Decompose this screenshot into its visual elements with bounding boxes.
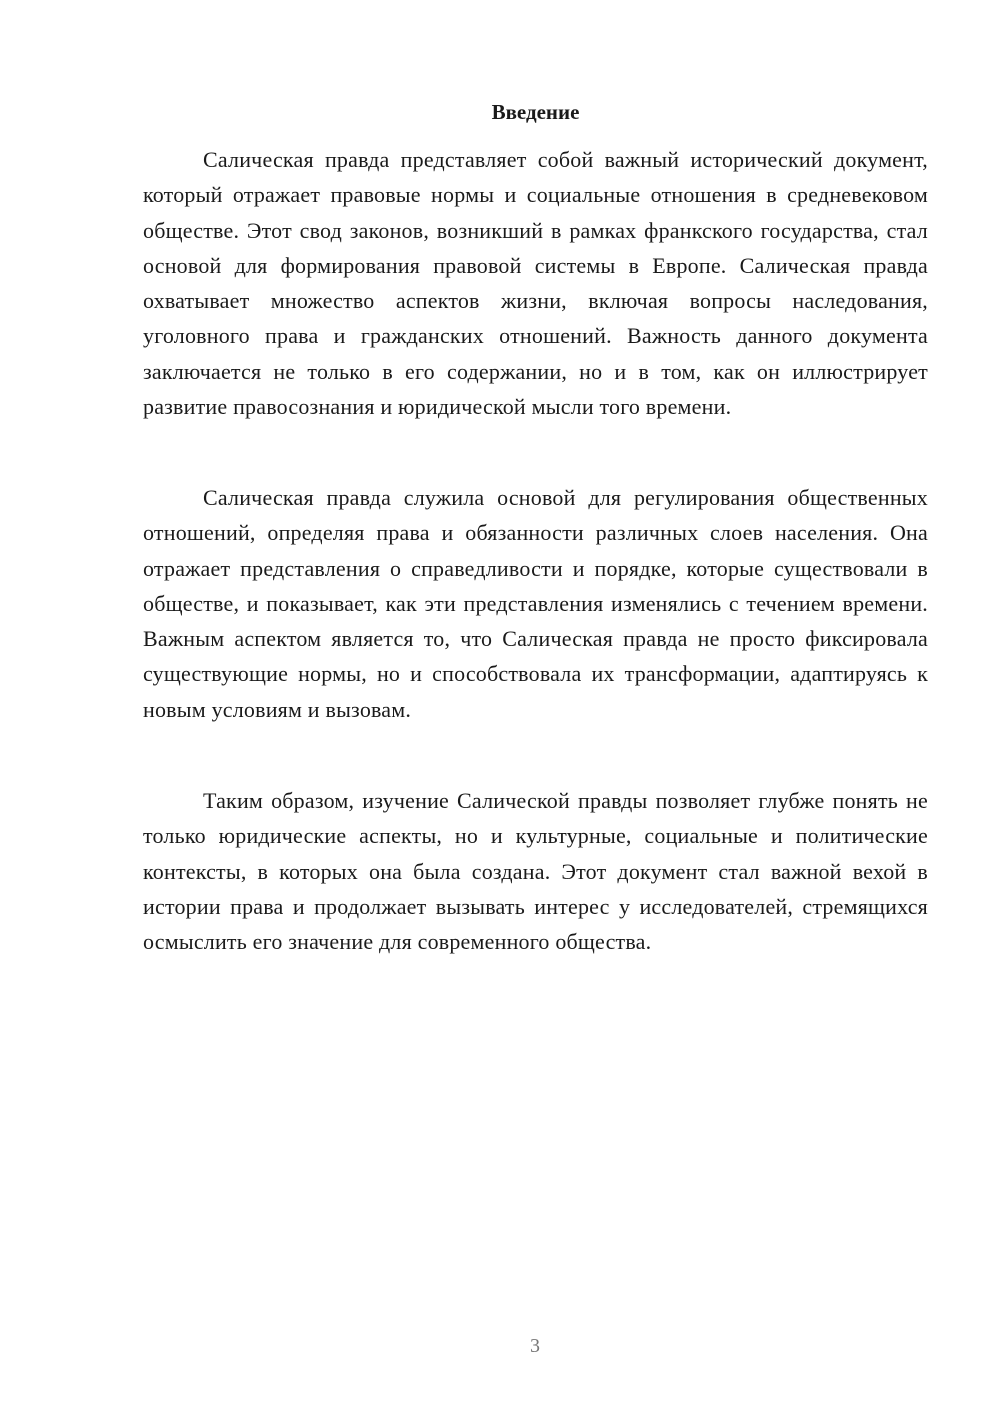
paragraph-3: Таким образом, изучение Салической правды позволяет глубже понять не только юридические аспекты, но и культурные, социальные и политические контексты, в которых она была создана. Этот документ стал важной вехой в истории права и продолжает вызывать интерес у исследователей, стремящихся осмыслить его значение для современного общества.: [143, 788, 928, 955]
paragraph-1: Салическая правда представляет собой важный исторический документ, который отражает правовые нормы и социальные отношения в средневековом обществе. Этот свод законов, возникший в рамках франкского государства, стал основой для формирования правовой системы в Европе. Салическая правда охватывает множество аспектов жизни, включая вопросы наследования, уголовного права и гражданских отношений. Важность данного документа заключается не только в его содержании, но и в том, как он иллюстрирует развитие правосознания и юридической мысли того времени.: [143, 147, 928, 420]
page-number: 3: [530, 1335, 540, 1357]
section-heading: Введение: [491, 100, 580, 124]
paragraph-2: Салическая правда служила основой для регулирования общественных отношений, определяя права и обязанности различных слоев населения. Она отражает представления о справедливости и порядке, которые существовали в обществе, и показывает, как эти представления изменялись с течением времени. Важным аспектом является то, что Салическая правда не просто фиксировала существующие нормы, но и способствовала их трансформации, адаптируясь к новым условиям и вызовам.: [143, 485, 928, 722]
